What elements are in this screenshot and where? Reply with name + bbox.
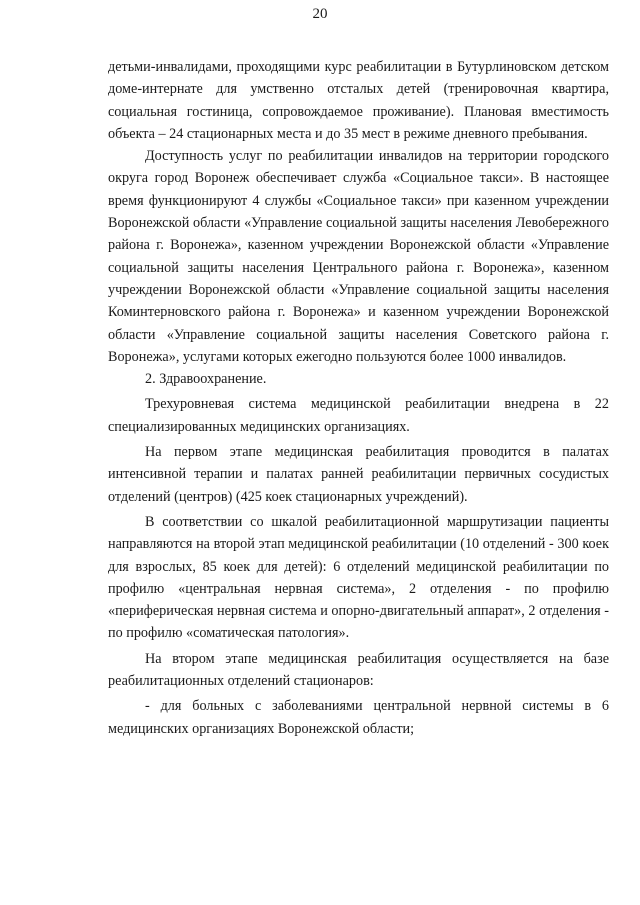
paragraph-social-taxi: Доступность услуг по реабилитации инвалидов на территории городского округа город Воронеж обеспечивает служба «Социальное такси». В настоящее время функционируют 4 службы «Социальное такси» при казенном учреждении Воронежской области «Управление социальной защиты населения Левобережного района г. Воронежа», казенном учреждении Воронежской области «Управление социальной защиты населения Центрального района г. Воронежа», казенном учреждении Воронежской области «Управление социальной защиты населения Коминтерновского района г. Воронежа» и казенном учреждении Воронежской области «Управление социальной защиты населения Советского района г. Воронежа», услугами которых ежегодно пользуются более 1000 инвалидов. [108,148,609,365]
section-heading-healthcare: 2. Здравоохранение. [145,371,267,388]
list-item-cns-patients: - для больных с заболеваниями центральной нервной системы в 6 медицинских организациях Воронежской области; [108,698,609,737]
paragraph-routing-scale: В соответствии со шкалой реабилитационной маршрутизации пациенты направляются на второй этап медицинской реабилитации (10 отделений - 300 коек для взрослых, 85 коек для детей): 6 отделений медицинской реабилитации по профилю «центральная нервная система», 2 отделения - по профилю «периферическая нервная система и опорно-двигательный аппарат», 2 отделения - по профилю «соматическая патология». [108,513,609,642]
paragraph-three-level-system: Трехуровневая система медицинской реабилитации внедрена в 22 специализированных медицинских организациях. [108,396,609,435]
paragraph-rehabilitation-facility: детьми-инвалидами, проходящими курс реабилитации в Бутурлиновском детском доме-интернате для умственно отсталых детей (тренировочная квартира, социальная гостиница, сопровождаемое проживание). Плановая вместимость объекта – 24 стационарных места и до 35 мест в режиме дневного пребывания. [108,59,609,142]
page-number: 20 [312,6,328,22]
paragraph-second-stage: На втором этапе медицинская реабилитация осуществляется на базе реабилитационных отделений стационаров: [108,650,609,690]
document-body [108,56,609,740]
paragraph-first-stage: На первом этапе медицинская реабилитация проводится в палатах интенсивной терапии и палатах ранней реабилитации первичных сосудистых отделений (центров) (425 коек стационарных учреждений). [108,444,609,505]
